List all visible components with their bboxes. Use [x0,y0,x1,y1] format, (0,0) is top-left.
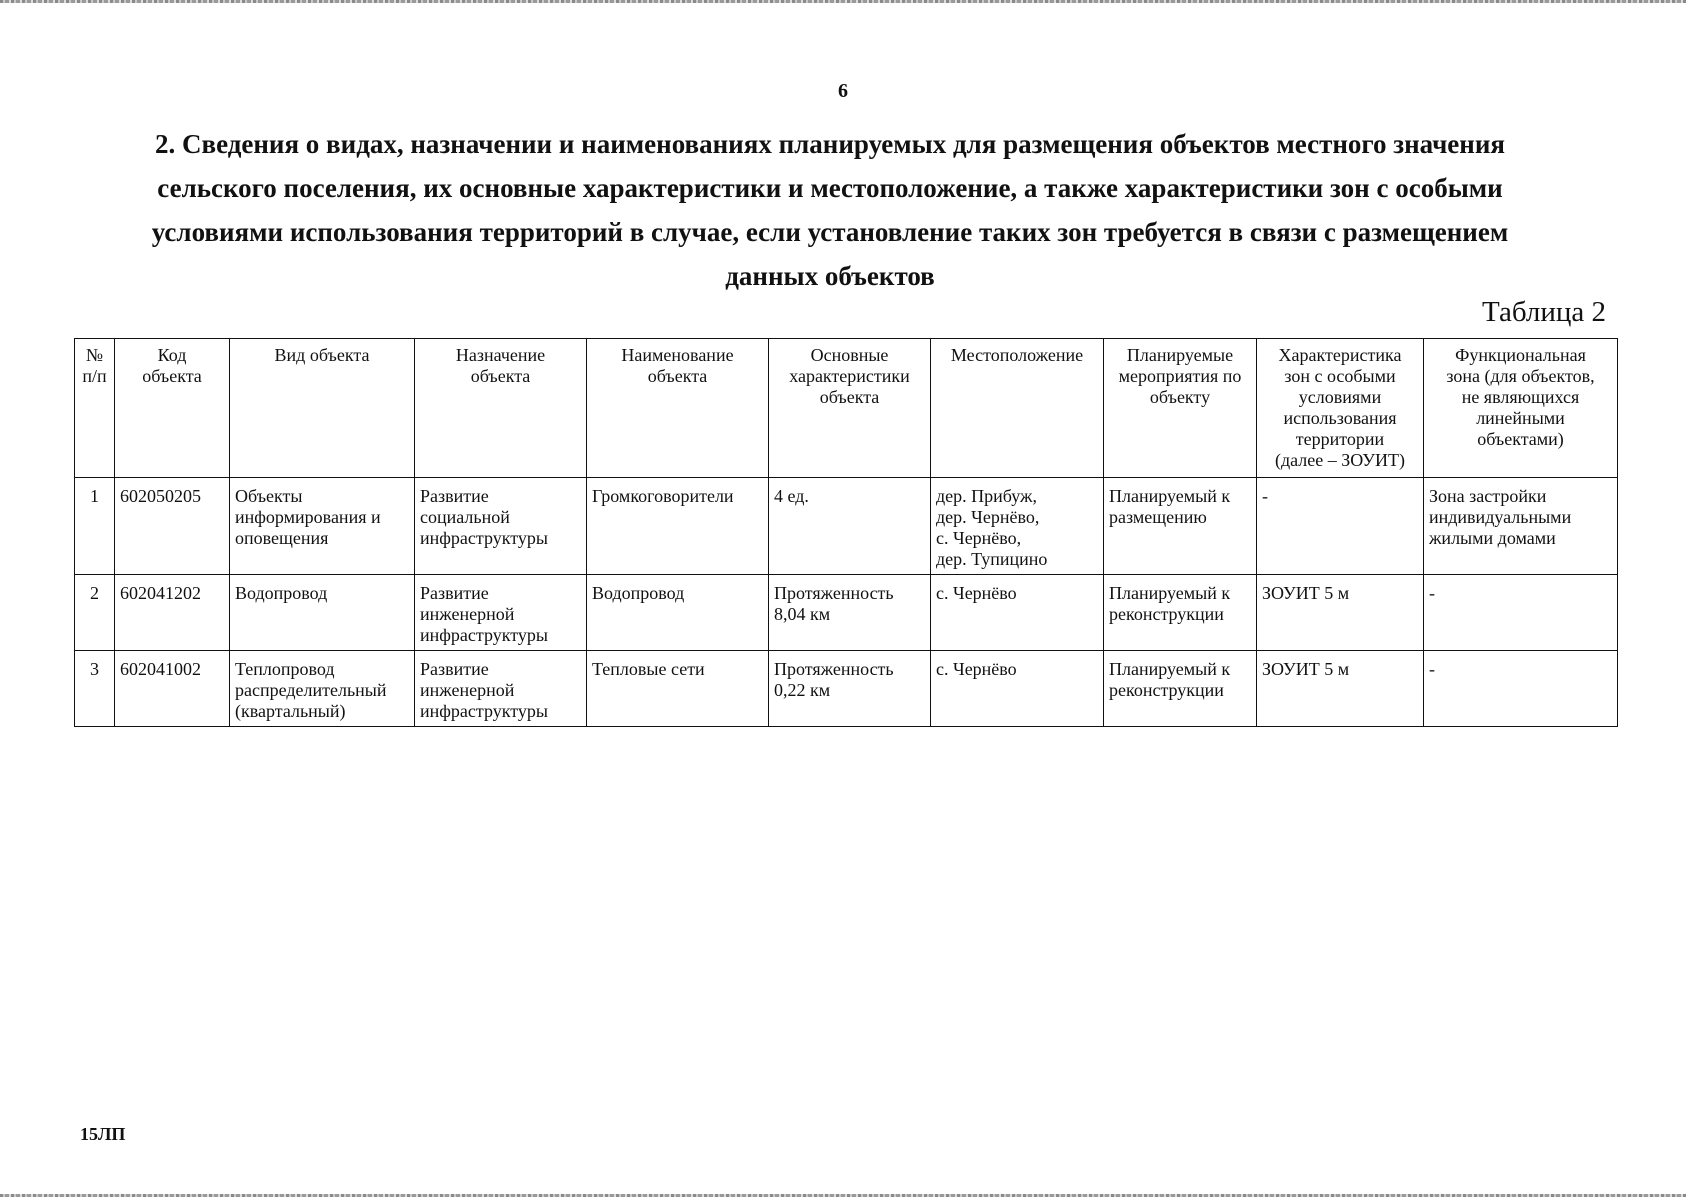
cell-zouit: ЗОУИТ 5 м [1257,575,1424,651]
cell-code: 602041202 [115,575,230,651]
cell-location: дер. Прибуж, дер. Чернёво, с. Чернёво, дер. Тупицино [931,478,1104,575]
cell-number: 2 [75,575,115,651]
cell-functional-zone: - [1424,575,1618,651]
scan-edge-bottom [0,1194,1686,1197]
cell-activity: Планируемый к реконструкции [1104,651,1257,727]
table-row [75,478,1618,575]
cell-functional-zone: Зона застройки индивидуальными жилыми домами [1424,478,1618,575]
header-name: Наименование объекта [587,339,769,478]
cell-functional-zone: - [1424,651,1618,727]
header-purpose: Назначение объекта [415,339,587,478]
cell-characteristics: 4 ед. [769,478,931,575]
table-row [75,651,1618,727]
cell-object-type: Теплопровод распределительный (квартальный) [230,651,415,727]
header-zouit: Характеристика зон с особыми условиями использования территории (далее – ЗОУИТ) [1257,339,1424,478]
heading-line-3: условиями использования территорий в случае, если установление таких зон требуется в связи с размещением [151,217,1509,247]
heading-line-2: сельского поселения, их основные характеристики и местоположение, а также характеристики зон с особыми [157,173,1503,203]
cell-characteristics: Протяженность 0,22 км [769,651,931,727]
cell-activity: Планируемый к размещению [1104,478,1257,575]
planned-objects-table [74,338,1618,727]
cell-purpose: Развитие инженерной инфраструктуры [415,651,587,727]
header-object-type: Вид объекта [230,339,415,478]
cell-object-type: Водопровод [230,575,415,651]
section-heading [110,122,1550,298]
cell-name: Водопровод [587,575,769,651]
cell-zouit: - [1257,478,1424,575]
table-row [75,575,1618,651]
header-number: № п/п [75,339,115,478]
header-characteristics: Основные характеристики объекта [769,339,931,478]
heading-line-1: 2. Сведения о видах, назначении и наименованиях планируемых для размещения объектов местного значения [154,129,1505,159]
cell-location: с. Чернёво [931,575,1104,651]
cell-zouit: ЗОУИТ 5 м [1257,651,1424,727]
cell-purpose: Развитие социальной инфраструктуры [415,478,587,575]
cell-code: 602041002 [115,651,230,727]
cell-object-type: Объекты информирования и оповещения [230,478,415,575]
scan-edge-top [0,0,1686,3]
table-caption: Таблица 2 [1481,296,1606,328]
cell-number: 1 [75,478,115,575]
heading-line-4: данных объектов [725,261,935,291]
footer-code: 15ЛП [80,1124,126,1144]
cell-name: Громкоговорители [587,478,769,575]
cell-code: 602050205 [115,478,230,575]
page-number: 6 [838,80,848,102]
header-activity: Планируемые мероприятия по объекту [1104,339,1257,478]
cell-name: Тепловые сети [587,651,769,727]
table-header-row [75,339,1618,478]
cell-number: 3 [75,651,115,727]
header-location: Местоположение [931,339,1104,478]
header-functional-zone: Функциональная зона (для объектов, не являющихся линейными объектами) [1424,339,1618,478]
header-code: Код объекта [115,339,230,478]
cell-activity: Планируемый к реконструкции [1104,575,1257,651]
cell-purpose: Развитие инженерной инфраструктуры [415,575,587,651]
cell-location: с. Чернёво [931,651,1104,727]
cell-characteristics: Протяженность 8,04 км [769,575,931,651]
